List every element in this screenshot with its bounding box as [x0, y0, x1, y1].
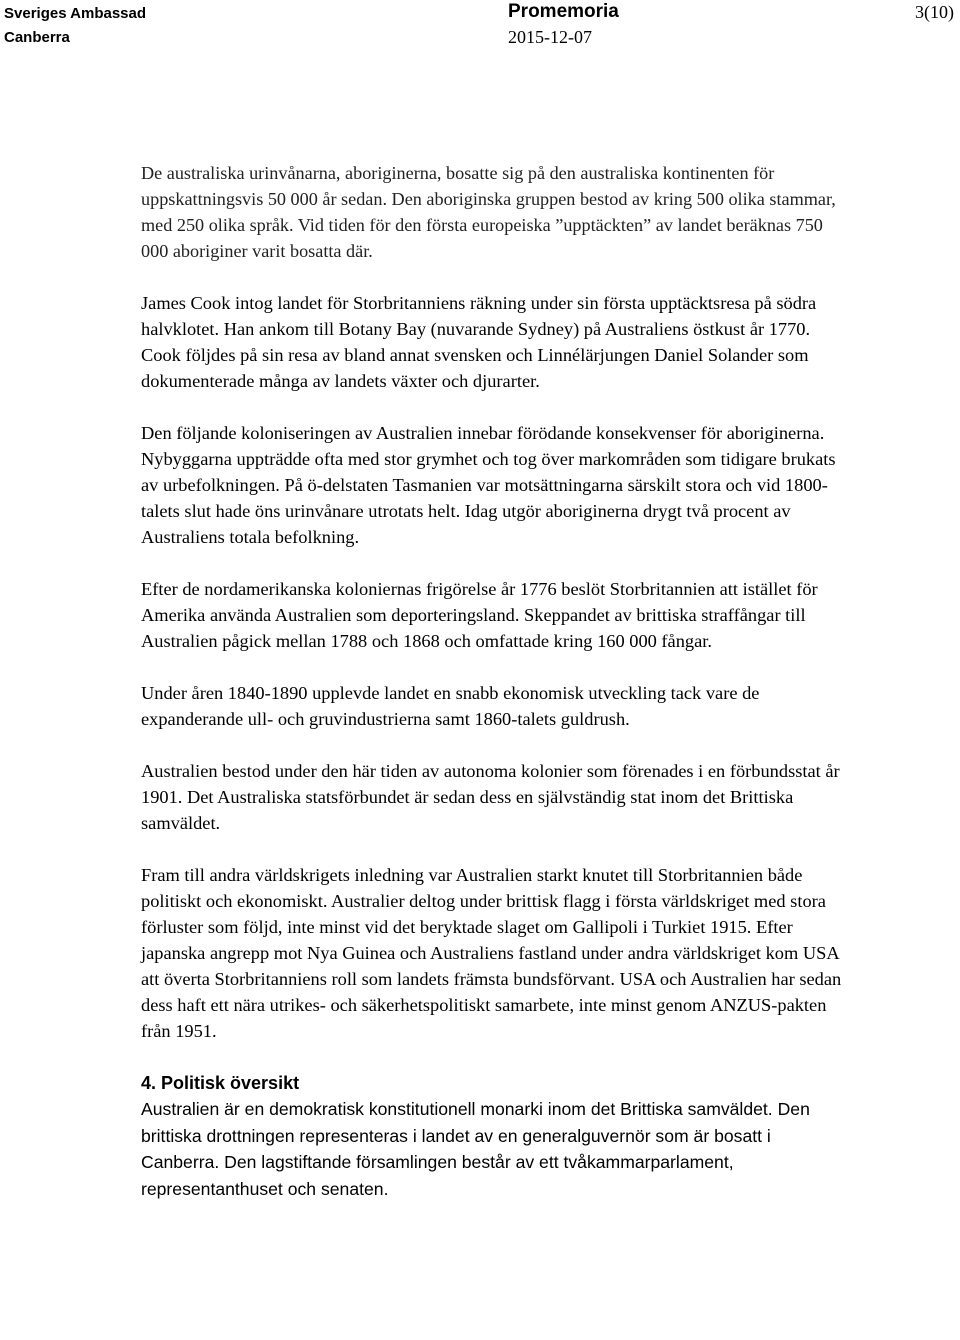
header-city: Canberra [4, 29, 70, 46]
header-doc-type: Promemoria [508, 1, 619, 22]
paragraph-federation: Australien bestod under den här tiden av autonoma kolonier som förenades i en förbundsstat år 1901. Det Australiska statsförbundet är sedan dess en självständig stat inom det Brittiska samväldet. [141, 761, 840, 833]
document-body [141, 160, 853, 1202]
header-page-number: 3(10) [915, 2, 954, 22]
paragraph-economic-growth: Under åren 1840-1890 upplevde landet en snabb ekonomisk utveckling tack vare de expanderande ull- och gruvindustrierna samt 1860-talets guldrush. [141, 683, 760, 729]
paragraph-aborigines: De australiska urinvånarna, aboriginerna, bosatte sig på den australiska kontinenten för uppskattningsvis 50 000 år sedan. Den aboriginska gruppen bestod av kring 500 olika stammar, med 250 olika språk. Vid tiden för den första europeiska ”upptäckten” av landet beräknas 750 000 aboriginer varit bosatta där. [141, 163, 836, 261]
paragraph-deportation: Efter de nordamerikanska koloniernas frigörelse år 1776 beslöt Storbritannien att istället för Amerika använda Australien som deporteringsland. Skeppandet av brittiska straffångar till Australien pågick mellan 1788 och 1868 och omfattade kring 160 000 fångar. [141, 579, 818, 651]
header-date: 2015-12-07 [508, 27, 592, 47]
paragraph-world-wars: Fram till andra världskrigets inledning var Australien starkt knutet till Storbritannien både politiskt och ekonomiskt. Australier deltog under brittisk flagg i första världskriget med stora förluster som följd, inte minst vid det beryktade slaget om Gallipoli i Turkiet 1915. Efter japanska angrepp mot Nya Guinea och Australiens fastland under andra världskriget kom USA att överta Storbritanniens roll som landets främsta bundsförvant. USA och Australien har sedan dess haft ett nära utrikes- och säkerhetspolitiskt samarbete, inte minst genom ANZUS-pakten från 1951. [141, 865, 842, 1041]
paragraph-james-cook: James Cook intog landet för Storbritanniens räkning under sin första upptäcktsresa på södra halvklotet. Han ankom till Botany Bay (nuvarande Sydney) på Australiens östkust år 1770. Cook följdes på sin resa av bland annat svensken och Linnélärjungen Daniel Solander som dokumenterade många av landets växter och djurarter. [141, 293, 817, 391]
paragraph-colonisation: Den följande koloniseringen av Australien innebar förödande konsekvenser för aboriginerna. Nybyggarna uppträdde ofta med stor grymhet och tog över markområden som tidigare brukats av urbefolkningen. På ö-delstaten Tasmanien var motsättningarna särskilt stora och vid 1800-talets slut hade öns urinvånare utrotats helt. Idag utgör aboriginerna drygt två procent av Australiens totala befolkning. [141, 423, 836, 547]
page-header [0, 0, 960, 56]
header-org: Sveriges Ambassad [4, 5, 147, 22]
header-doc-info [508, 0, 619, 50]
section-heading: 4. Politisk översikt [141, 1073, 300, 1093]
header-sender [4, 2, 146, 50]
section-paragraph: Australien är en demokratisk konstitutionell monarki inom det Brittiska samväldet. Den brittiska drottningen representeras i landet av en generalguvernör som är bosatt i Canberra. Den lagstiftande församlingen består av ett tvåkammarparlament, representanthuset och senaten. [141, 1099, 810, 1199]
